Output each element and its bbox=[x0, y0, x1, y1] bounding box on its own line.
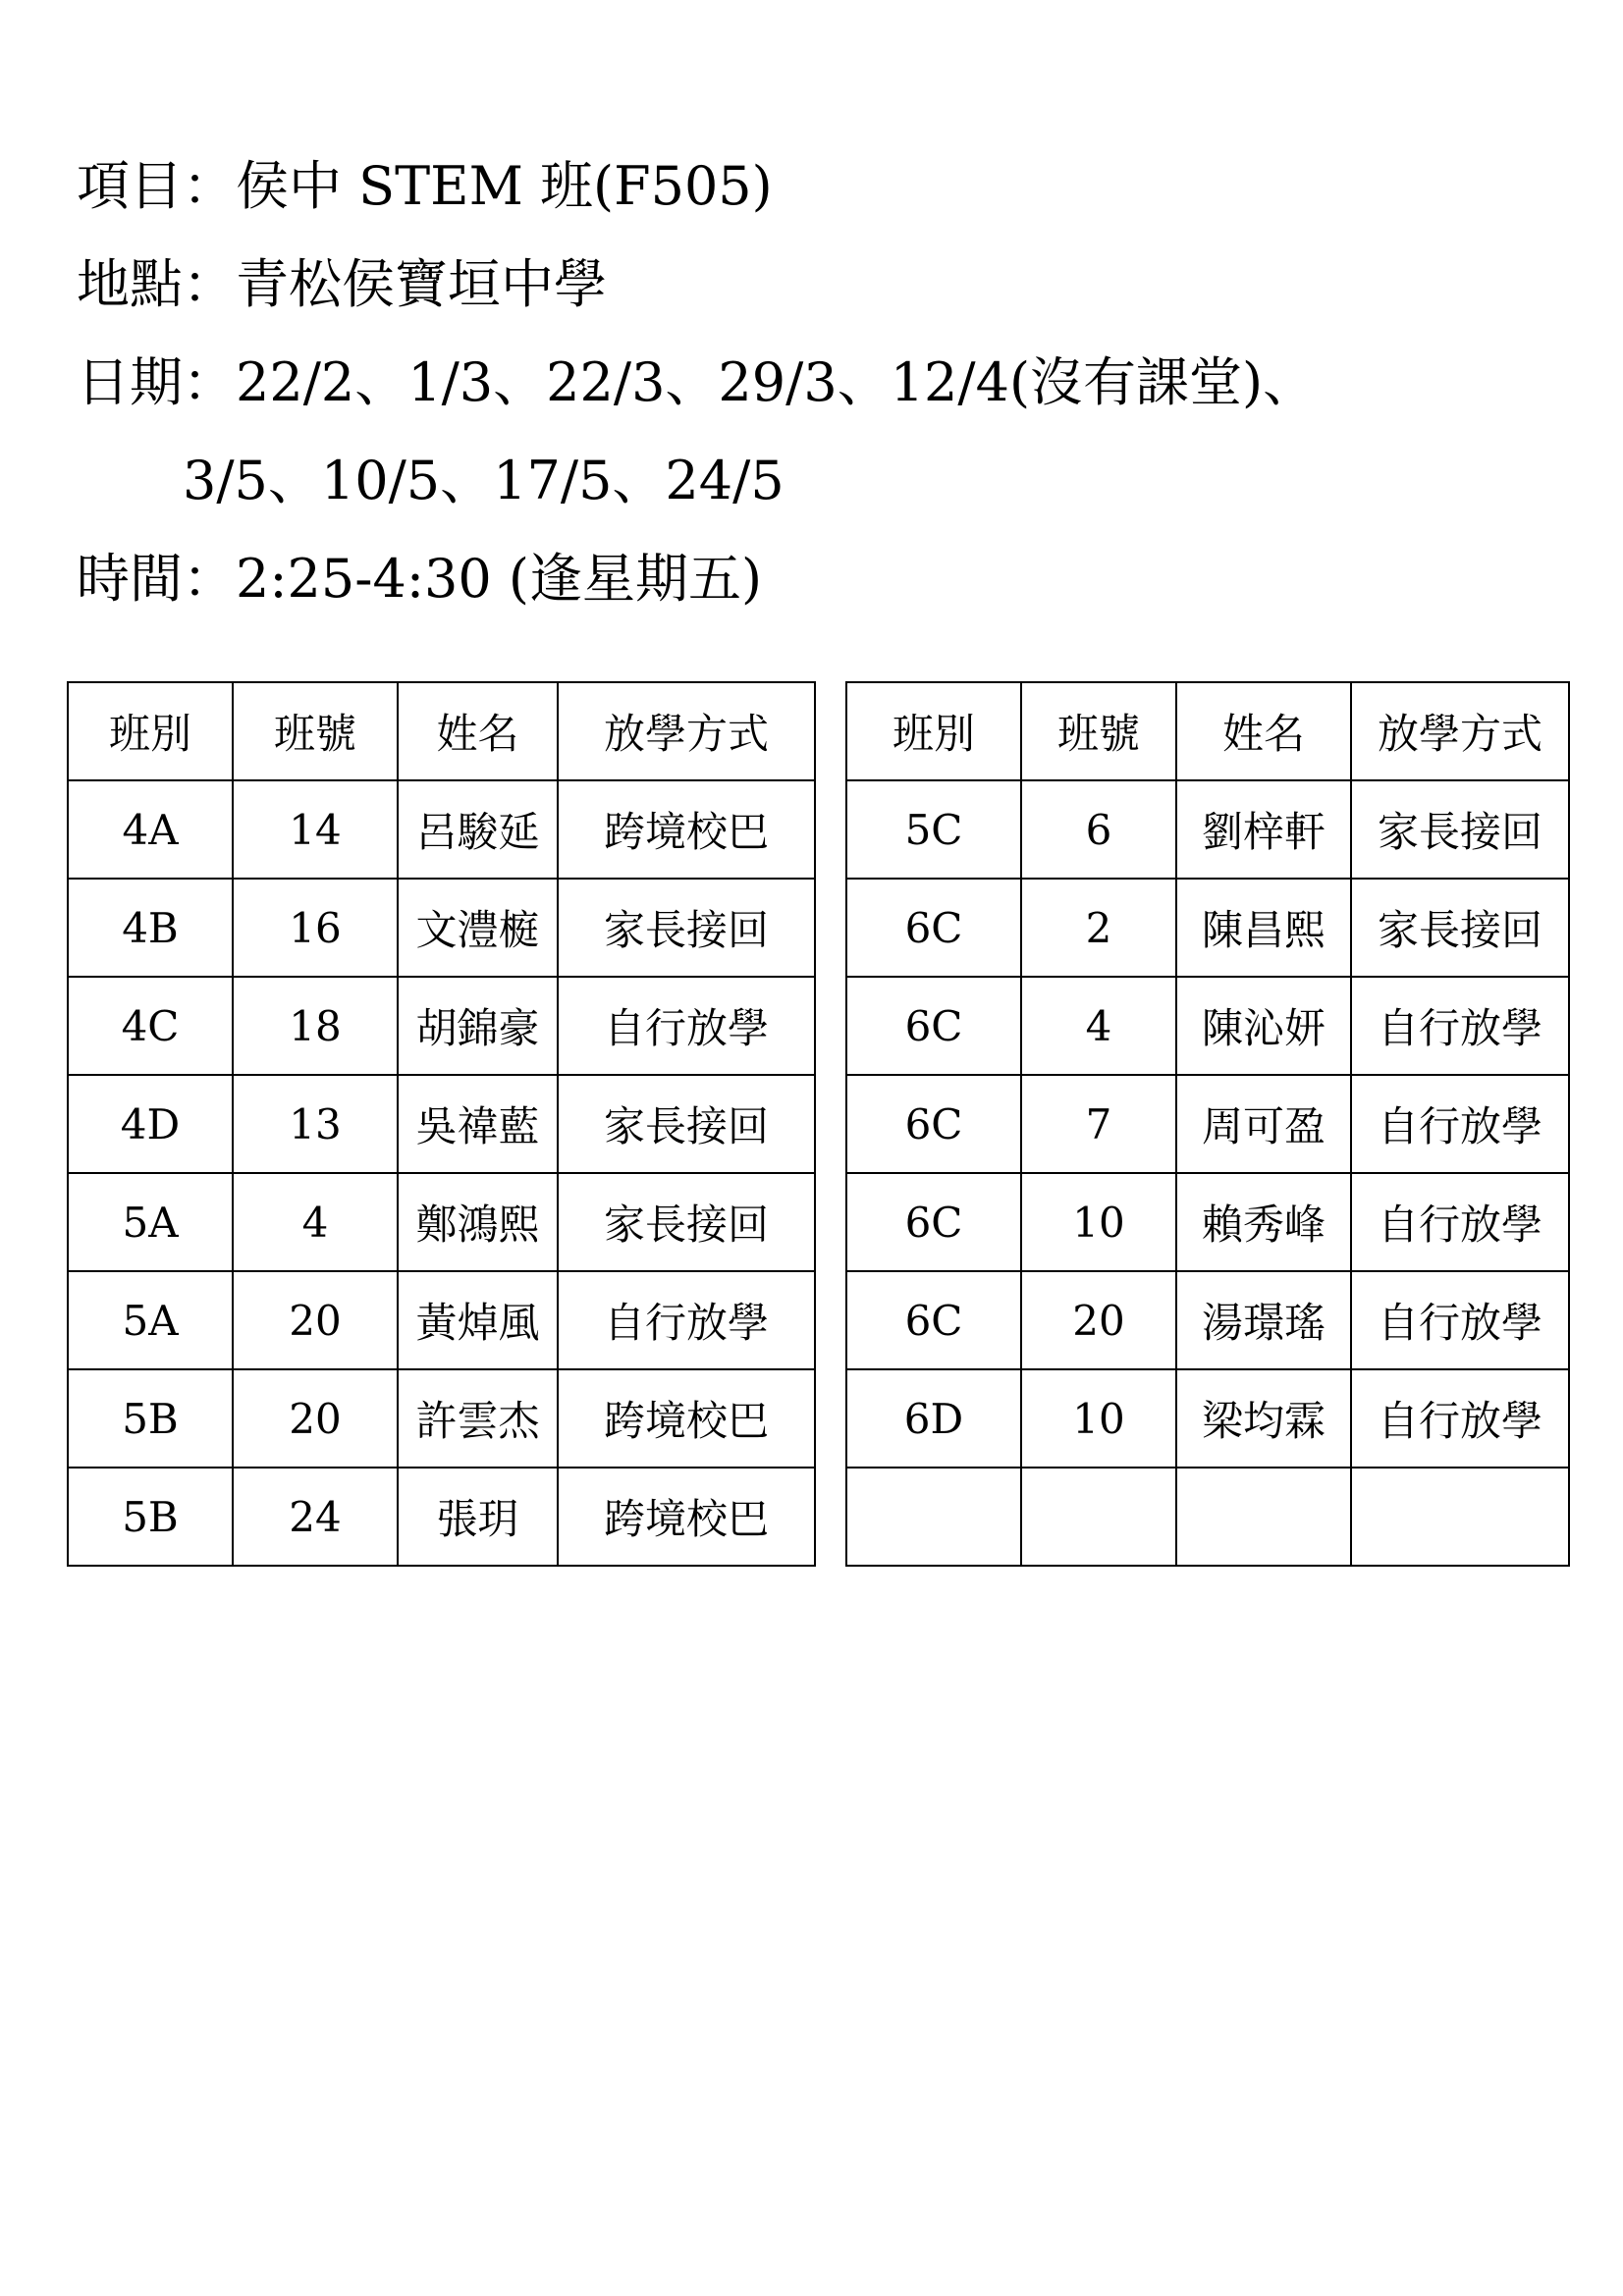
cell-number: 20 bbox=[233, 1369, 398, 1468]
table-row bbox=[68, 1369, 815, 1468]
student-table-right bbox=[845, 681, 1570, 1567]
table-row bbox=[68, 1075, 815, 1173]
table-row bbox=[846, 780, 1569, 879]
cell-number: 4 bbox=[1021, 977, 1176, 1075]
cell-name: 呂駿延 bbox=[398, 780, 558, 879]
cell-dismissal: 自行放學 bbox=[558, 977, 815, 1075]
cell-dismissal: 跨境校巴 bbox=[558, 780, 815, 879]
cell-class: 4A bbox=[68, 780, 233, 879]
cell-dismissal: 自行放學 bbox=[558, 1271, 815, 1369]
cell-number: 13 bbox=[233, 1075, 398, 1173]
location-value: 青松侯寶垣中學 bbox=[236, 253, 607, 315]
cell-number: 24 bbox=[233, 1468, 398, 1566]
cell-name: 劉梓軒 bbox=[1176, 780, 1351, 879]
table-header-row bbox=[846, 682, 1569, 780]
cell-name: 湯璟瑤 bbox=[1176, 1271, 1351, 1369]
cell-dismissal: 家長接回 bbox=[1351, 780, 1569, 879]
header-dismissal: 放學方式 bbox=[558, 682, 815, 780]
project-line bbox=[77, 137, 1316, 236]
cell-dismissal: 自行放學 bbox=[1351, 977, 1569, 1075]
cell-name: 許雲杰 bbox=[398, 1369, 558, 1468]
cell-class: 6C bbox=[846, 879, 1021, 977]
table-row-empty bbox=[846, 1468, 1569, 1566]
header-name: 姓名 bbox=[398, 682, 558, 780]
header-class: 班別 bbox=[68, 682, 233, 780]
table-row bbox=[68, 1271, 815, 1369]
cell-dismissal bbox=[1351, 1468, 1569, 1566]
dates-label: 日期： bbox=[77, 351, 236, 413]
cell-dismissal: 家長接回 bbox=[1351, 879, 1569, 977]
cell-name bbox=[1176, 1468, 1351, 1566]
time-label: 時間： bbox=[77, 548, 236, 610]
header-dismissal: 放學方式 bbox=[1351, 682, 1569, 780]
header-name: 姓名 bbox=[1176, 682, 1351, 780]
dates-value-line1: 22/2、1/3、22/3、29/3、12/4(沒有課堂)、 bbox=[236, 351, 1317, 413]
cell-name: 賴秀峰 bbox=[1176, 1173, 1351, 1271]
cell-number: 7 bbox=[1021, 1075, 1176, 1173]
cell-name: 周可盈 bbox=[1176, 1075, 1351, 1173]
cell-name: 張玥 bbox=[398, 1468, 558, 1566]
info-block bbox=[77, 137, 1316, 628]
time-value: 2:25-4:30 (逢星期五) bbox=[236, 548, 763, 610]
cell-class: 6C bbox=[846, 1173, 1021, 1271]
cell-dismissal: 家長接回 bbox=[558, 1075, 815, 1173]
cell-class: 6C bbox=[846, 1271, 1021, 1369]
cell-number: 18 bbox=[233, 977, 398, 1075]
cell-name: 胡錦豪 bbox=[398, 977, 558, 1075]
cell-number: 14 bbox=[233, 780, 398, 879]
cell-class: 6C bbox=[846, 1075, 1021, 1173]
cell-dismissal: 跨境校巴 bbox=[558, 1369, 815, 1468]
cell-name: 文澧榳 bbox=[398, 879, 558, 977]
cell-number: 10 bbox=[1021, 1173, 1176, 1271]
project-label: 項目： bbox=[77, 155, 236, 217]
table-row bbox=[68, 879, 815, 977]
table-row bbox=[846, 1075, 1569, 1173]
table-row bbox=[846, 977, 1569, 1075]
cell-class: 5B bbox=[68, 1369, 233, 1468]
dates-value-line2: 3/5、10/5、17/5、24/5 bbox=[183, 450, 784, 511]
cell-number bbox=[1021, 1468, 1176, 1566]
table-header-row bbox=[68, 682, 815, 780]
cell-number: 16 bbox=[233, 879, 398, 977]
cell-dismissal: 跨境校巴 bbox=[558, 1468, 815, 1566]
cell-class: 6D bbox=[846, 1369, 1021, 1468]
header-number: 班號 bbox=[233, 682, 398, 780]
table-row bbox=[68, 1173, 815, 1271]
table-row bbox=[846, 879, 1569, 977]
header-class: 班別 bbox=[846, 682, 1021, 780]
location-line bbox=[77, 236, 1316, 334]
cell-name: 鄭鴻熙 bbox=[398, 1173, 558, 1271]
cell-number: 2 bbox=[1021, 879, 1176, 977]
cell-dismissal: 家長接回 bbox=[558, 1173, 815, 1271]
cell-name: 陳昌熙 bbox=[1176, 879, 1351, 977]
cell-dismissal: 家長接回 bbox=[558, 879, 815, 977]
dates-line-continued bbox=[77, 432, 1316, 530]
table-row bbox=[846, 1369, 1569, 1468]
cell-number: 20 bbox=[233, 1271, 398, 1369]
cell-name: 黃焯風 bbox=[398, 1271, 558, 1369]
cell-class bbox=[846, 1468, 1021, 1566]
cell-class: 5A bbox=[68, 1173, 233, 1271]
project-value: 侯中 STEM 班(F505) bbox=[236, 155, 773, 217]
location-label: 地點： bbox=[77, 253, 236, 315]
cell-dismissal: 自行放學 bbox=[1351, 1173, 1569, 1271]
cell-number: 6 bbox=[1021, 780, 1176, 879]
cell-number: 20 bbox=[1021, 1271, 1176, 1369]
cell-class: 4C bbox=[68, 977, 233, 1075]
cell-dismissal: 自行放學 bbox=[1351, 1271, 1569, 1369]
header-number: 班號 bbox=[1021, 682, 1176, 780]
table-row bbox=[68, 977, 815, 1075]
cell-class: 5C bbox=[846, 780, 1021, 879]
cell-number: 4 bbox=[233, 1173, 398, 1271]
table-row bbox=[846, 1271, 1569, 1369]
student-table-left bbox=[67, 681, 816, 1567]
table-row bbox=[846, 1173, 1569, 1271]
cell-class: 6C bbox=[846, 977, 1021, 1075]
time-line bbox=[77, 530, 1316, 628]
cell-class: 5B bbox=[68, 1468, 233, 1566]
cell-dismissal: 自行放學 bbox=[1351, 1369, 1569, 1468]
cell-name: 吳禕藍 bbox=[398, 1075, 558, 1173]
cell-class: 4B bbox=[68, 879, 233, 977]
cell-name: 陳沁妍 bbox=[1176, 977, 1351, 1075]
table-row bbox=[68, 1468, 815, 1566]
table-row bbox=[68, 780, 815, 879]
cell-class: 5A bbox=[68, 1271, 233, 1369]
cell-name: 梁均霖 bbox=[1176, 1369, 1351, 1468]
cell-number: 10 bbox=[1021, 1369, 1176, 1468]
cell-dismissal: 自行放學 bbox=[1351, 1075, 1569, 1173]
dates-line bbox=[77, 334, 1316, 432]
cell-class: 4D bbox=[68, 1075, 233, 1173]
